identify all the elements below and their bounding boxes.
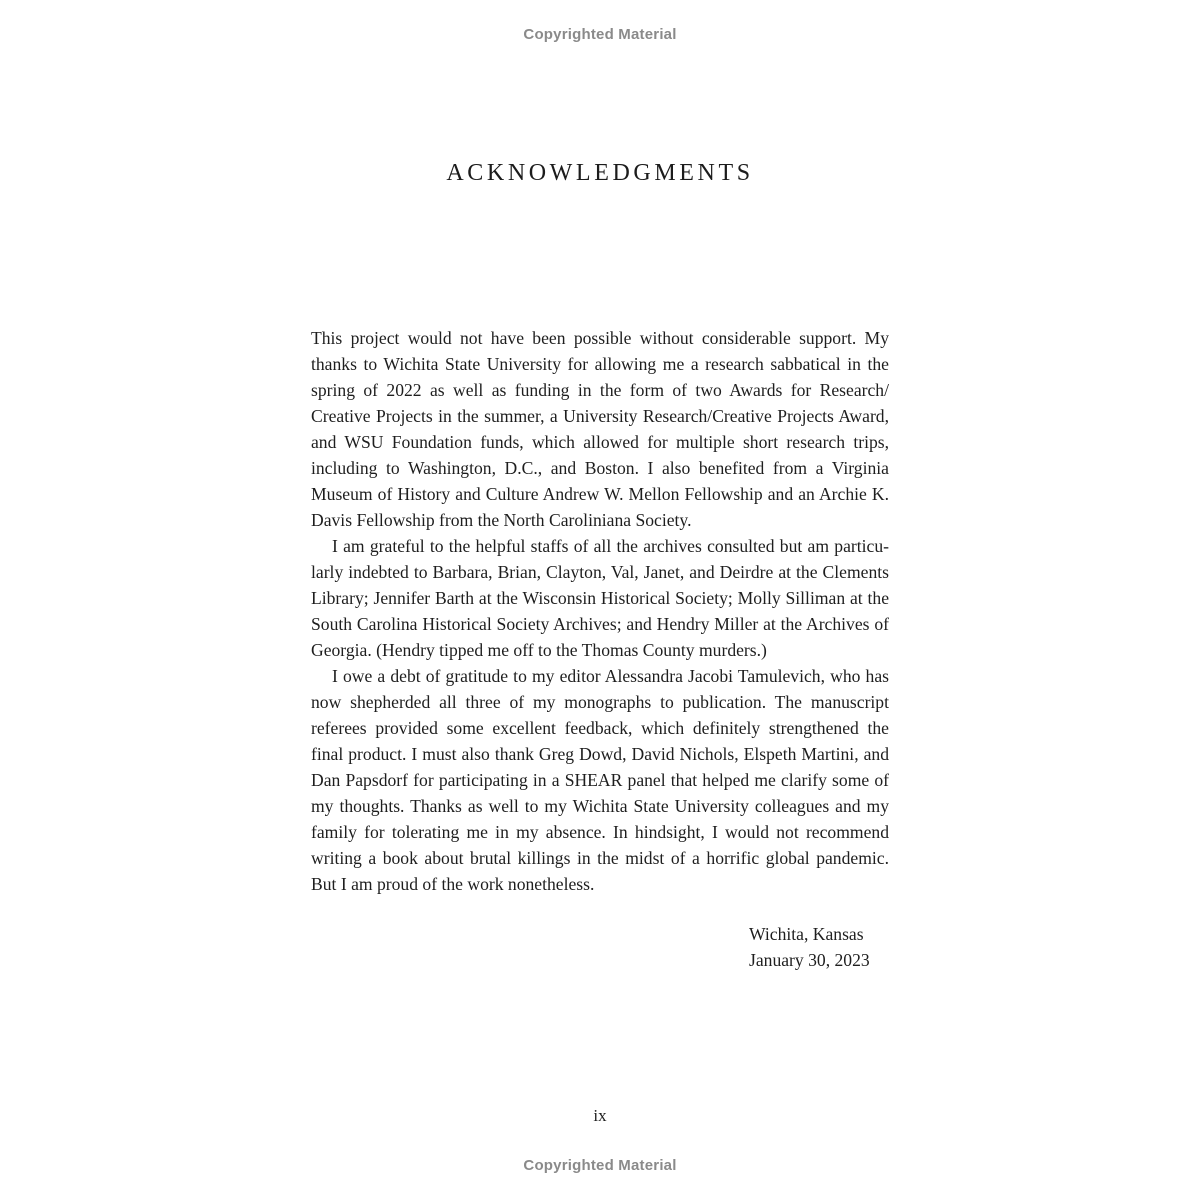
copyright-watermark-top: Copyrighted Material <box>523 26 677 43</box>
copyright-watermark-bottom: Copyrighted Material <box>523 1157 677 1174</box>
page-number: ix <box>593 1106 607 1125</box>
signoff <box>749 921 870 973</box>
paragraph: I owe a debt of gratitude to my editor Alessandra Jacobi Tamulevich, who has now shepherded all three of my monographs to publication. The manuscript referees provided some excellent feedback, which definitely strengthened the final product. I must also thank Greg Dowd, David Nichols, Elspeth Martini, and Dan Papsdorf for participating in a SHEAR panel that helped me clarify some of my thoughts. Thanks as well to my Wichita State University colleagues and my family for tolerating me in my absence. In hindsight, I would not recommend writing a book about brutal killings in the midst of a horrific global pandemic. But I am proud of the work nonetheless. <box>311 666 889 894</box>
acknowledgments-body <box>311 325 889 897</box>
paragraph: I am grateful to the helpful staffs of all the archives consulted but am particularly indebted to Barbara, Brian, Clayton, Val, Janet, and Deirdre at the Clements Library; Jennifer Barth at the Wisconsin Historical Society; Molly Silliman at the South Carolina Historical Society Archives; and Hendry Miller at the Archives of Georgia. (Hendry tipped me off to the Thomas County murders.) <box>311 536 889 660</box>
chapter-title: ACKNOWLEDGMENTS <box>446 160 754 186</box>
signoff-date: January 30, 2023 <box>749 950 870 970</box>
paragraph: This project would not have been possible without considerable support. My thanks to Wichita State University for allowing me a research sabbatical in the spring of 2022 as well as funding in the form of two Awards for Research/​Creative Projects in the summer, a University Research/Creative Projects Award, and WSU Foundation funds, which allowed for multiple short research trips, including to Washington, D.C., and Boston. I also benefited from a Virginia Museum of History and Culture Andrew W. Mellon Fellowship and an Archie K. Davis Fellowship from the North Caroliniana Society. <box>311 328 889 530</box>
signoff-place: Wichita, Kansas <box>749 924 864 944</box>
